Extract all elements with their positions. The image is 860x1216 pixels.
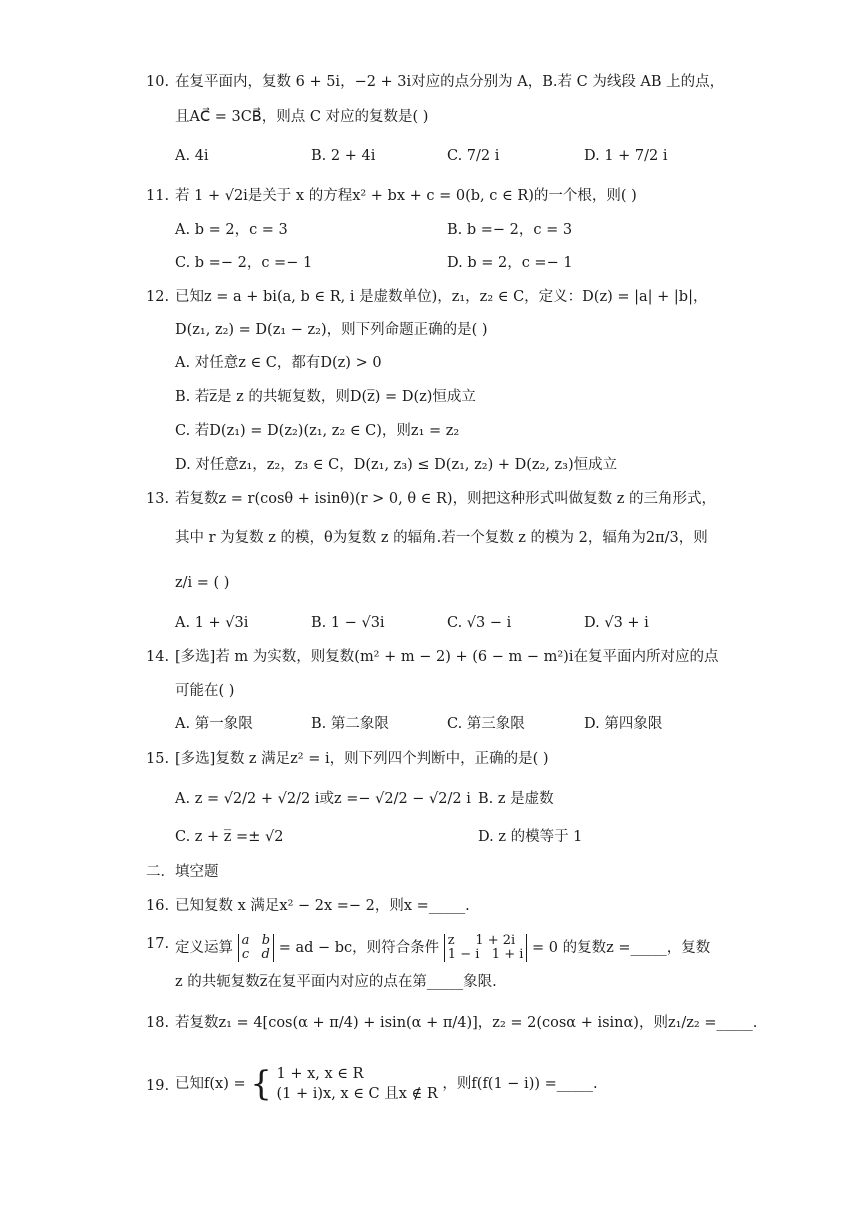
piecewise-cases xyxy=(276,1064,437,1104)
option-b: B. 2 + 4i xyxy=(311,148,376,164)
option-b: B. 若z̅是 z 的共轭复数，则D(z̅) = D(z)恒成立 xyxy=(175,389,476,405)
question-text: 已知复数 x 满足x² − 2x =− 2，则x =_____. xyxy=(175,898,470,914)
option-b: B. z 是虚数 xyxy=(478,791,554,807)
option-c: C. √3 − i xyxy=(447,615,512,631)
option-c: C. z + z̅ =± √2 xyxy=(175,829,284,845)
option-c: C. b =− 2，c =− 1 xyxy=(175,255,313,271)
det-entry: z xyxy=(447,933,455,948)
det-entry: a xyxy=(241,933,250,948)
section-heading: 二．填空题 xyxy=(146,864,219,880)
question-text: 若 1 + √2i是关于 x 的方程x² + bx + c = 0(b, c ∈ R)的一个根，则( ) xyxy=(175,188,637,204)
question-text: [多选]若 m 为实数，则复数(m² + m − 2) + (6 − m − m²)i在复平面内所对应的点 xyxy=(175,649,719,665)
question-text: 已知z = a + bi(a, b ∈ R, i 是虚数单位)，z₁，z₂ ∈ C，定义：D(z) = |a| + |b|， xyxy=(175,289,708,305)
text-segment: ，则f(f(1 − i)) =_____. xyxy=(442,1076,598,1092)
det-entry: c xyxy=(241,947,250,962)
option-d: D. 第四象限 xyxy=(584,716,663,732)
determinant xyxy=(238,934,275,962)
option-d: D. 1 + 7/2 i xyxy=(584,148,668,164)
case-line: (1 + i)x, x ∈ C 且x ∉ R xyxy=(276,1086,438,1102)
question-number: 15. xyxy=(146,751,170,767)
option-c: C. 第三象限 xyxy=(447,716,525,732)
text-segment: = 0 的复数z =_____，复数 xyxy=(532,940,711,956)
question-number: 17. xyxy=(146,936,170,952)
option-c: C. 7/2 i xyxy=(447,148,500,164)
piecewise-brace: { xyxy=(250,1064,272,1104)
option-b: B. b =− 2，c = 3 xyxy=(447,222,573,238)
det-entry: d xyxy=(261,947,270,962)
question-number: 12. xyxy=(146,289,170,305)
option-b: B. 1 − √3i xyxy=(311,615,385,631)
option-a: A. b = 2，c = 3 xyxy=(175,222,288,238)
option-d: D. 对任意z₁，z₂，z₃ ∈ C，D(z₁, z₃) ≤ D(z₁, z₂) + D(z₂, z₃)恒成立 xyxy=(175,457,618,473)
det-entry: 1 + 2i xyxy=(475,933,516,948)
question-number: 18. xyxy=(146,1015,170,1031)
question-text: 若复数z₁ = 4[cos(α + π/4) + isin(α + π/4)]，z₂ = 2(cosα + isinα)，则z₁/z₂ =_____. xyxy=(175,1015,758,1031)
option-a: A. 第一象限 xyxy=(175,716,253,732)
question-text: D(z₁, z₂) = D(z₁ − z₂)，则下列命题正确的是( ) xyxy=(175,322,488,338)
option-a: A. 4i xyxy=(175,148,209,164)
question-text: z/i = ( ) xyxy=(175,575,230,591)
option-d: D. z 的模等于 1 xyxy=(478,829,583,845)
det-entry: b xyxy=(261,933,271,948)
case-line: 1 + x, x ∈ R xyxy=(276,1066,364,1082)
question-number: 10. xyxy=(146,74,170,90)
question-number: 13. xyxy=(146,491,170,507)
question-number: 16. xyxy=(146,898,170,914)
question-number: 14. xyxy=(146,649,170,665)
option-b: B. 第二象限 xyxy=(311,716,389,732)
question-text: [多选]复数 z 满足z² = i，则下列四个判断中，正确的是( ) xyxy=(175,751,549,767)
text-segment: 定义运算 xyxy=(175,940,233,956)
option-c: C. 若D(z₁) = D(z₂)(z₁, z₂ ∈ C)，则z₁ = z₂ xyxy=(175,423,460,439)
determinant xyxy=(444,934,528,962)
det-entry: 1 − i xyxy=(447,947,480,962)
option-a: A. z = √2/2 + √2/2 i或z =− √2/2 − √2/2 i xyxy=(175,791,471,807)
question-number: 19. xyxy=(146,1078,170,1094)
question-number: 11. xyxy=(146,188,170,204)
question-text xyxy=(175,1064,598,1108)
question-text: 且AC⃗ = 3CB⃗，则点 C 对应的复数是( ) xyxy=(175,109,429,125)
question-text: 其中 r 为复数 z 的模，θ为复数 z 的辐角.若一个复数 z 的模为 2，辐角为2π/3，则 xyxy=(175,530,708,546)
option-d: D. b = 2，c =− 1 xyxy=(447,255,573,271)
question-text: z 的共轭复数z̅在复平面内对应的点在第_____象限. xyxy=(175,974,497,990)
det-entry: 1 + i xyxy=(491,947,524,962)
question-text: 若复数z = r(cosθ + isinθ)(r > 0, θ ∈ R)，则把这种形式叫做复数 z 的三角形式， xyxy=(175,491,716,507)
question-text: 可能在( ) xyxy=(175,683,235,699)
question-text: 在复平面内，复数 6 + 5i，−2 + 3i对应的点分别为 A，B.若 C 为线段 AB 上的点， xyxy=(175,74,725,90)
option-a: A. 1 + √3i xyxy=(175,615,249,631)
question-text xyxy=(175,934,710,962)
option-d: D. √3 + i xyxy=(584,615,649,631)
text-segment: = ad − bc，则符合条件 xyxy=(278,940,440,956)
text-segment: 已知f(x) = xyxy=(175,1076,246,1092)
option-a: A. 对任意z ∈ C，都有D(z) > 0 xyxy=(175,355,382,371)
